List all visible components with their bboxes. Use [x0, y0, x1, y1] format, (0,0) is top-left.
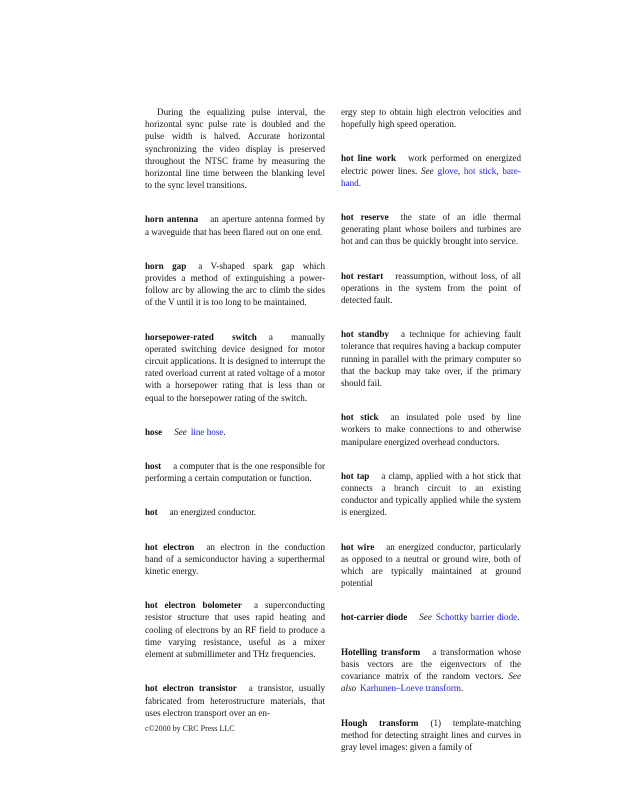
see-label: See [419, 612, 432, 623]
intro-paragraph: During the equalizing pulse interval, the horizontal sync pulse rate is doubled and the pulse width is halved. Accurate horizontal synchronizing the video display is preserved throughout the NTSC frame by measuring the horizontal line time between the blanking level to the sync level transitions. [145, 107, 325, 191]
entry-term: hot electron [145, 541, 195, 552]
entry-definition: a transformation whose basis vectors are the eigenvectors of the covariance matrix of the random vectors. [341, 646, 522, 682]
entry-horn-gap [145, 260, 325, 309]
entry-hot-electron-bolometer [145, 599, 325, 660]
entry-term: hot standby [341, 329, 389, 340]
entry-term: hose [145, 426, 163, 437]
entry-definition: a technique for achieving fault tolerance that requires having a backup computer running in parallel with the primary computer so that the backup may take over, if the primary should fail. [341, 329, 521, 389]
entry-hot-restart [341, 270, 521, 307]
entry-term: hot wire [341, 541, 375, 552]
entry-horsepower-rated-switch [145, 331, 325, 404]
cross-reference-link[interactable]: glove [437, 165, 458, 176]
copyright-footer: c©2000 by CRC Press LLC [145, 724, 235, 733]
entry-term: hot [145, 507, 158, 518]
entry-term: hot tap [341, 470, 370, 481]
entry-hot-electron-transistor [145, 682, 325, 719]
see-label: See also [341, 671, 521, 694]
entry-host [145, 460, 325, 484]
entry-hot-wire [341, 541, 521, 590]
entry-term: hot reserve [341, 212, 389, 223]
entry-hot [145, 506, 325, 518]
entry-definition: a computer that is the one responsible for performing a certain computation or function. [145, 461, 325, 484]
entry-term: hot electron transistor [145, 683, 237, 694]
entry-hough-transform [341, 717, 521, 754]
entry-hose: hose See line hose. [145, 426, 226, 437]
entry-hot-electron [145, 541, 325, 578]
entry-definition: an aperture antenna formed by a waveguide that has been flared out on one end. [145, 214, 326, 237]
cross-reference-link[interactable]: Schottky barrier diode [435, 612, 518, 623]
entry-hot-line-work: hot line work work performed on energized electric power lines. See glove, hot stick, bare-hand. [341, 153, 521, 188]
entry-definition: a superconducting resistor structure that uses rapid heating and cooling of electrons by an RF field to produce a time varying resistance, useful as a mixer element at submillimeter and THz frequencies. [145, 600, 325, 660]
entry-term: horsepower-rated switch [145, 331, 257, 342]
entry-term: hot restart [341, 270, 384, 281]
see-label: See [421, 165, 434, 176]
entry-hot-tap [341, 470, 521, 519]
entry-definition: reassumption, without loss, of all operations in the system from the point of detected fault. [341, 270, 521, 306]
entry-term: hot line work [341, 153, 397, 164]
entry-definition: a transistor, usually fabricated from heterostructure materials, that uses electron transport over an en- [145, 683, 325, 718]
left-column [145, 106, 325, 741]
entry-definition: an energized conductor, particularly as opposed to a neutral or ground wire, both of which are typically maintained at ground potential [341, 541, 521, 589]
entry-definition: work performed on energized electric power lines. [341, 153, 521, 176]
entry-term: hot stick [341, 412, 379, 423]
see-label: See [174, 426, 187, 437]
entry-term: Hough transform [341, 717, 419, 728]
entry-hot-standby [341, 328, 521, 389]
entry-definition: (1) template-matching method for detecting straight lines and curves in gray level images: given a family of [341, 717, 521, 752]
right-column [341, 106, 521, 775]
entry-definition: a manually operated switching device designed for motor circuit applications. It is designed to interrupt the rated overload current at rated voltage of a motor with a horsepower rating that is less than or equal to the horsepower rating of the switch. [145, 331, 326, 403]
entry-term: hot-carrier diode [341, 612, 408, 623]
cross-reference-link[interactable]: Karhunen–Loeve transform [360, 683, 461, 694]
entry-definition: a clamp, applied with a hot stick that connects a branch circuit to an existing conductor and typically applied while the system is energized. [341, 470, 521, 518]
entry-term: horn gap [145, 260, 187, 271]
entry-term: hot electron bolometer [145, 600, 242, 611]
entry-term: host [145, 461, 162, 472]
entry-hotelling-transform: Hotelling transform a transformation whose basis vectors are the eigenvectors of the covariance matrix of the random vectors. See also Karhunen–Loeve transform. [341, 646, 522, 694]
cross-reference-link[interactable]: hot stick [463, 165, 497, 176]
entry-hot-stick [341, 411, 521, 448]
continued-paragraph: ergy step to obtain high electron velocities and hopefully high speed operation. [341, 107, 521, 130]
entry-definition: the state of an idle thermal generating plant whose boilers and turbines are hot and can thus be quickly brought into service. [341, 212, 521, 247]
entry-definition: an energized conductor. [169, 507, 257, 518]
cross-reference-link[interactable]: bare-hand [341, 165, 521, 188]
entry-definition: an electron in the conduction band of a semiconductor having a superthermal kinetic energy. [145, 541, 325, 577]
entry-term: horn antenna [145, 214, 199, 225]
entry-horn-antenna [145, 213, 325, 237]
entry-definition: an insulated pole used by line workers to make connections to and otherwise manipulare energized overhead conductors. [341, 412, 521, 447]
entry-hot-carrier-diode: hot-carrier diode See Schottky barrier diode. [341, 612, 520, 623]
entry-hot-reserve [341, 211, 521, 248]
cross-reference-link[interactable]: line hose [190, 426, 224, 437]
entry-term: Hotelling transform [341, 646, 421, 657]
entry-definition: a V-shaped spark gap which provides a method of extinguishing a power-follow arc by allowing the arc to climb the sides of the V until it is too long to be maintained. [145, 260, 326, 308]
